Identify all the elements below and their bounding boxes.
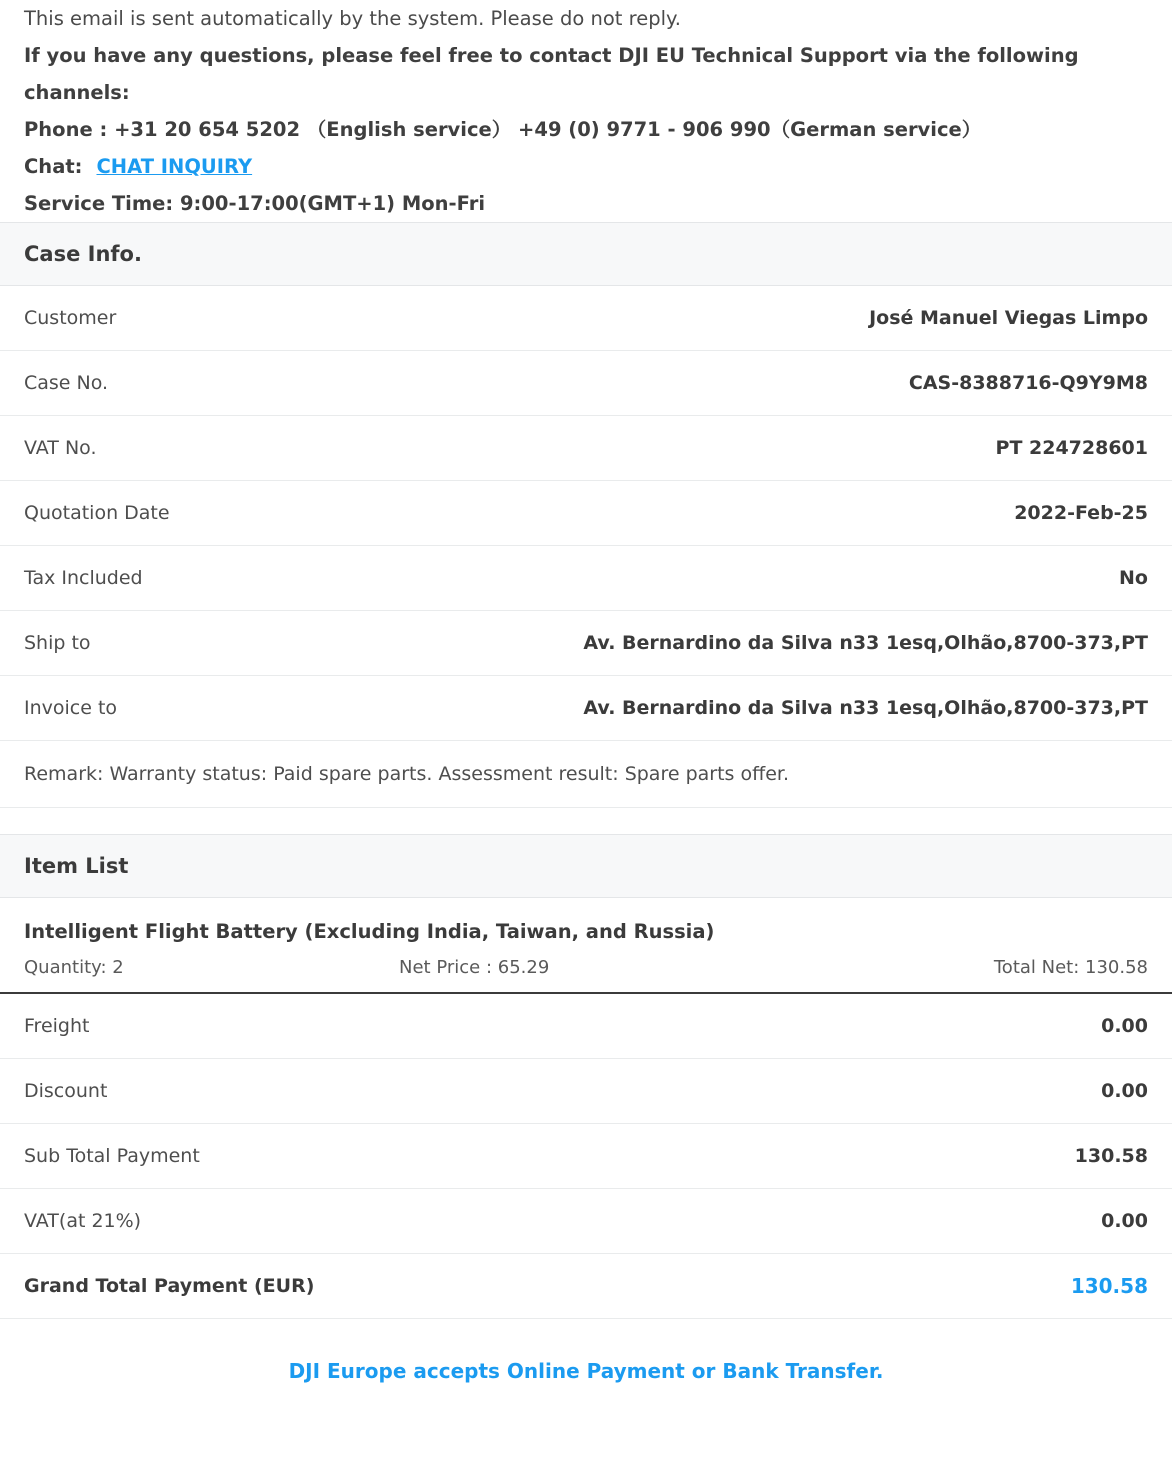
row-value-vat-no: PT 224728601 xyxy=(995,437,1148,459)
table-row xyxy=(0,416,1172,481)
total-label-freight: Freight xyxy=(24,1015,90,1037)
row-value-ship-to: Av. Bernardino da Silva n33 1esq,Olhão,8700-373,PT xyxy=(583,632,1148,654)
chat-label: Chat: xyxy=(24,155,83,178)
chat-line xyxy=(24,148,1148,185)
table-row xyxy=(0,1124,1172,1189)
row-value-tax-included: No xyxy=(1119,567,1148,589)
total-value-discount: 0.00 xyxy=(1101,1080,1148,1102)
phone-label: Phone : xyxy=(24,118,115,141)
intro-block xyxy=(0,0,1172,222)
total-label-vat: VAT(at 21%) xyxy=(24,1210,142,1232)
grand-total-value: 130.58 xyxy=(1070,1274,1148,1298)
row-label-invoice-to: Invoice to xyxy=(24,697,118,719)
case-remark: Remark: Warranty status: Paid spare parts. Assessment result: Spare parts offer. xyxy=(0,741,1172,808)
row-label-case-no: Case No. xyxy=(24,372,109,394)
auto-email-notice: This email is sent automatically by the system. Please do not reply. xyxy=(24,7,681,30)
total-value-freight: 0.00 xyxy=(1101,1015,1148,1037)
row-label-quotation-date: Quotation Date xyxy=(24,502,170,524)
list-item xyxy=(0,898,1172,994)
totals-table xyxy=(0,994,1172,1319)
case-info-rows xyxy=(0,286,1172,808)
item-meta xyxy=(24,957,1148,978)
row-value-customer: José Manuel Viegas Limpo xyxy=(869,307,1148,329)
table-row xyxy=(0,546,1172,611)
row-label-customer: Customer xyxy=(24,307,117,329)
phone-value: +31 20 654 5202 （English service） +49 (0) 9771 - 906 990（German service） xyxy=(114,118,982,141)
table-row xyxy=(0,481,1172,546)
table-row xyxy=(0,351,1172,416)
table-row xyxy=(0,994,1172,1059)
total-value-sub-total: 130.58 xyxy=(1074,1145,1148,1167)
item-name: Intelligent Flight Battery (Excluding India, Taiwan, and Russia) xyxy=(24,920,715,943)
case-info-header: Case Info. xyxy=(0,222,1172,286)
grand-total-label: Grand Total Payment (EUR) xyxy=(24,1275,315,1297)
total-value-vat: 0.00 xyxy=(1101,1210,1148,1232)
table-row xyxy=(0,676,1172,741)
section-spacer xyxy=(0,808,1172,834)
row-label-tax-included: Tax Included xyxy=(24,567,143,589)
total-label-discount: Discount xyxy=(24,1080,108,1102)
total-label-sub-total: Sub Total Payment xyxy=(24,1145,200,1167)
table-row xyxy=(0,1059,1172,1124)
item-net-price: Net Price : 65.29 xyxy=(399,957,550,978)
payment-note: DJI Europe accepts Online Payment or Bank Transfer. xyxy=(288,1359,884,1383)
row-value-invoice-to: Av. Bernardino da Silva n33 1esq,Olhão,8700-373,PT xyxy=(583,697,1148,719)
service-time: Service Time: 9:00-17:00(GMT+1) Mon-Fri xyxy=(24,192,486,215)
table-row xyxy=(0,1189,1172,1254)
item-list-header: Item List xyxy=(0,834,1172,898)
phone-line xyxy=(24,111,1148,148)
table-row-grand-total xyxy=(0,1254,1172,1319)
item-quantity: Quantity: 2 xyxy=(24,957,124,978)
table-row xyxy=(0,286,1172,351)
row-value-quotation-date: 2022-Feb-25 xyxy=(1014,502,1148,524)
row-label-ship-to: Ship to xyxy=(24,632,91,654)
support-contact-intro: If you have any questions, please feel free to contact DJI EU Technical Support via the following channels: xyxy=(24,44,1079,104)
item-total-net: Total Net: 130.58 xyxy=(993,957,1148,978)
table-row xyxy=(0,611,1172,676)
row-value-case-no: CAS-8388716-Q9Y9M8 xyxy=(908,372,1148,394)
row-label-vat-no: VAT No. xyxy=(24,437,97,459)
chat-inquiry-link[interactable]: CHAT INQUIRY xyxy=(96,155,253,178)
